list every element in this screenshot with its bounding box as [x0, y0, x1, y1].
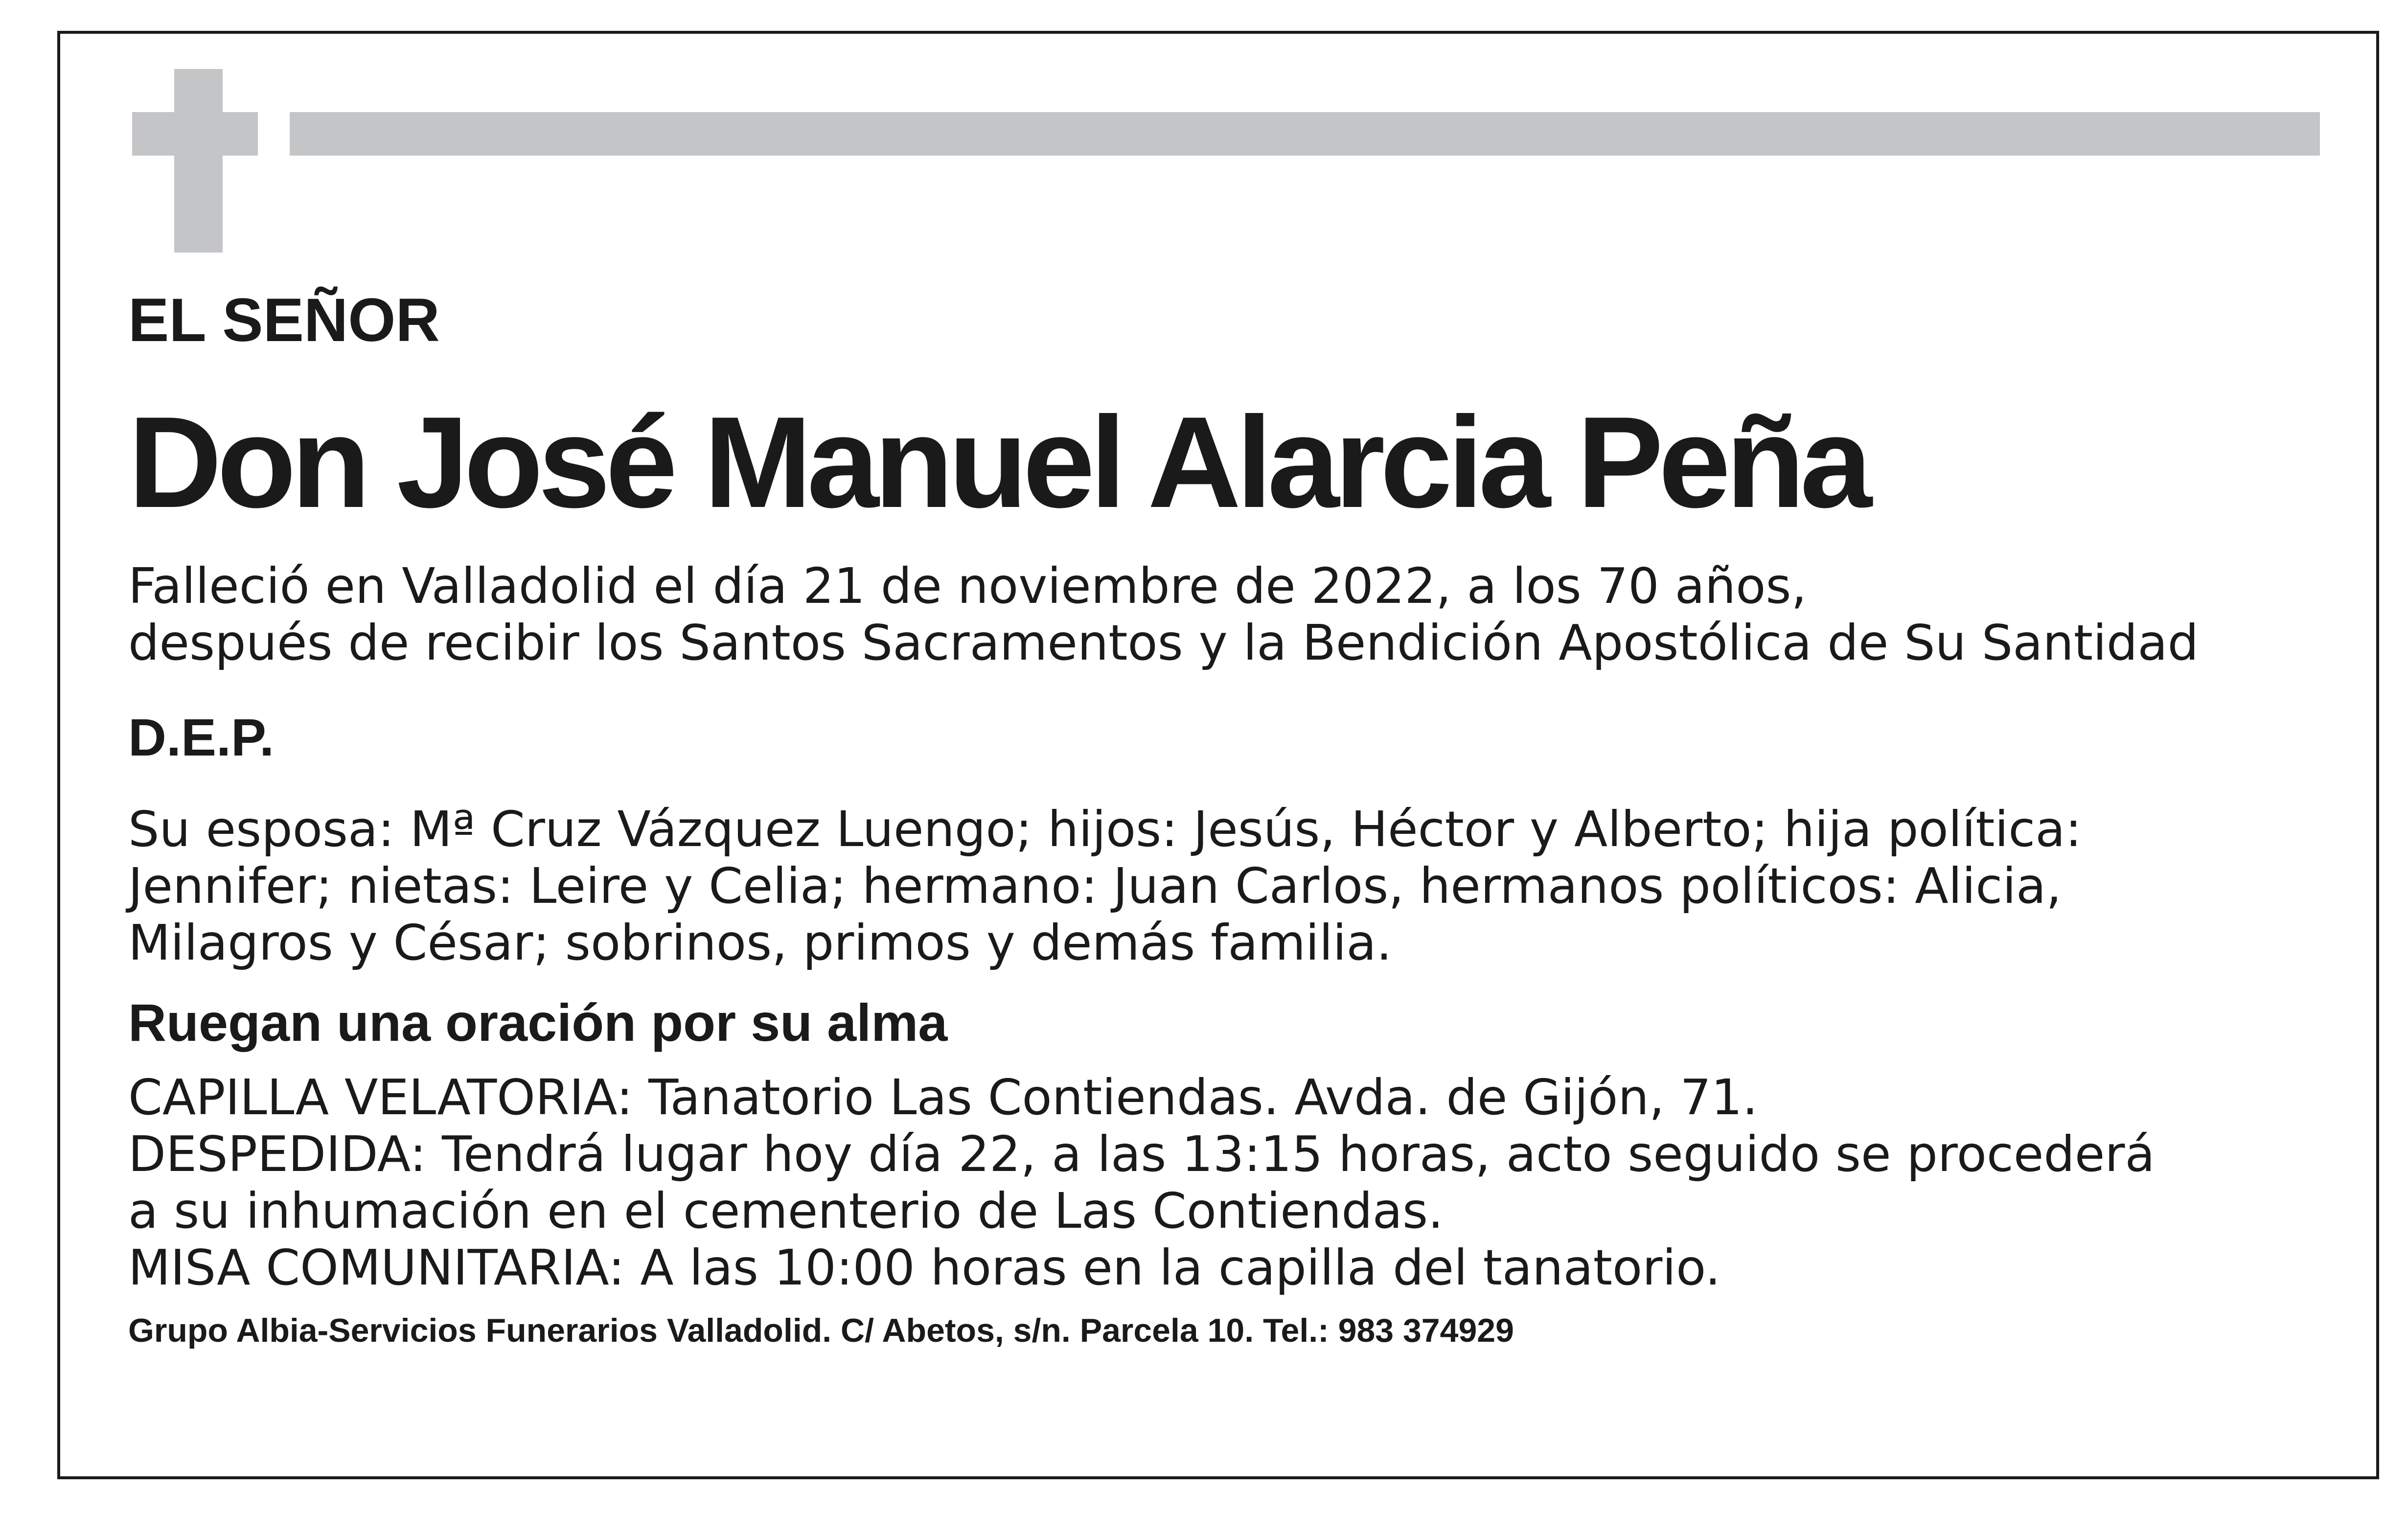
header-bar: [290, 112, 2320, 156]
service-details: [128, 1069, 2330, 1296]
heading: EL SEÑOR: [128, 286, 440, 354]
family-line: Milagros y César; sobrinos, primos y demás familia.: [128, 914, 1392, 971]
death-line: Falleció en Valladolid el día 21 de noviembre de 2022, a los 70 años,: [128, 557, 1807, 615]
family-line: Su esposa: Mª Cruz Vázquez Luengo; hijos: Jesús, Héctor y Alberto; hija política:: [128, 801, 2082, 858]
deceased-name: Don José Manuel Alarcia Peña: [128, 390, 1867, 535]
cross-icon: [174, 69, 223, 252]
notice-content: [128, 279, 2330, 1388]
death-line: después de recibir los Santos Sacramentos y la Bendición Apostólica de Su Santidad: [128, 614, 2199, 671]
service-line: a su inhumación en el cementerio de Las Contiendas.: [128, 1182, 1444, 1239]
prayer-request: Ruegan una oración por su alma: [128, 993, 948, 1052]
dep-label: D.E.P.: [128, 708, 275, 767]
family-line: Jennifer; nietas: Leire y Celia; hermano: Juan Carlos, hermanos políticos: Alicia,: [128, 857, 2062, 915]
service-line: CAPILLA VELATORIA: Tanatorio Las Contiendas. Avda. de Gijón, 71.: [128, 1069, 1758, 1126]
death-statement: [128, 558, 2330, 671]
service-line: MISA COMUNITARIA: A las 10:00 horas en la capilla del tanatorio.: [128, 1239, 1721, 1296]
funeral-home-footer: Grupo Albia-Servicios Funerarios Valladolid. C/ Abetos, s/n. Parcela 10. Tel.: 983 374929: [128, 1312, 1514, 1349]
cross-icon-arm: [132, 112, 258, 156]
service-line: DESPEDIDA: Tendrá lugar hoy día 22, a las 13:15 horas, acto seguido se procederá: [128, 1125, 2155, 1183]
family-list: [128, 801, 2330, 971]
